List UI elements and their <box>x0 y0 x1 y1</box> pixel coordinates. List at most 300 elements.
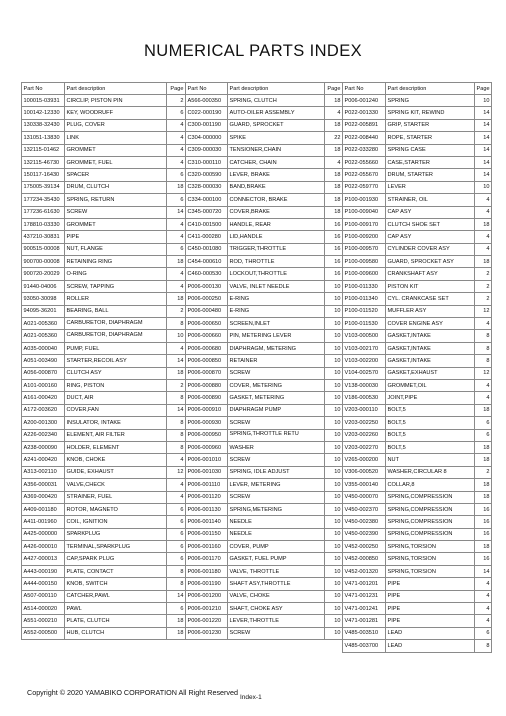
part-number-cell: P006-000910 <box>186 404 228 416</box>
table-row <box>22 565 186 577</box>
part-description-cell: CRANKSHAFT ASY <box>386 268 475 280</box>
part-number-cell: 150117-16430 <box>22 169 65 181</box>
part-description-cell: LEVER, METERING <box>228 479 325 491</box>
part-number-cell: 100142-12330 <box>22 107 65 119</box>
part-number-cell: V471-001241 <box>343 603 386 615</box>
part-description-cell: GROMMET,OIL <box>386 379 475 391</box>
part-description-cell: VALVE, THROTTLE <box>228 565 325 577</box>
part-number-cell: C411-000280 <box>186 231 228 243</box>
part-description-cell: LID,HANDLE <box>228 231 325 243</box>
part-number-cell: 91440-04006 <box>22 280 65 292</box>
table-row <box>186 256 343 268</box>
part-description-cell: GASKET,INTAKE <box>386 342 475 354</box>
part-number-cell: A551-000210 <box>22 615 65 627</box>
page-number-cell: 14 <box>475 107 492 119</box>
part-number-cell: C345-000720 <box>186 206 228 218</box>
parts-index-table <box>21 82 491 668</box>
table-row <box>186 565 343 577</box>
table-row <box>186 119 343 131</box>
index-column-3 <box>342 82 491 668</box>
page-number-cell: 10 <box>325 280 343 292</box>
page-number-cell: 10 <box>325 503 343 515</box>
page-number-cell: 8 <box>167 578 186 590</box>
page-number-cell: 10 <box>325 578 343 590</box>
page-number-cell: 10 <box>325 355 343 367</box>
table-row <box>343 466 492 478</box>
table-row <box>22 479 186 491</box>
part-number-cell: C410-001500 <box>186 218 228 230</box>
table-row <box>186 491 343 503</box>
table-row <box>22 590 186 602</box>
part-number-cell: V306-000520 <box>343 466 386 478</box>
page-number-cell: 6 <box>167 169 186 181</box>
part-description-cell: PAWL <box>65 603 167 615</box>
table-row <box>22 107 186 119</box>
part-number-cell: P006-000650 <box>186 318 228 330</box>
table-row <box>22 119 186 131</box>
page-number-cell: 6 <box>167 243 186 255</box>
page-number-cell: 14 <box>167 206 186 218</box>
table-row <box>186 318 343 330</box>
page-number-cell: 10 <box>475 181 492 193</box>
page-number-cell: 4 <box>167 119 186 131</box>
part-description-cell: BOLT,5 <box>386 417 475 429</box>
part-number-cell: P006-000130 <box>186 280 228 292</box>
table-header-row <box>186 83 343 95</box>
table-row <box>186 169 343 181</box>
page-number-cell: 10 <box>325 466 343 478</box>
part-number-cell: A426-000010 <box>22 541 65 553</box>
table-row <box>186 144 343 156</box>
table-row <box>343 256 492 268</box>
page-number-cell: 14 <box>475 156 492 168</box>
page-number-cell: 4 <box>475 392 492 404</box>
page-number-cell: 18 <box>475 441 492 453</box>
part-description-cell: KNOB, CHOKE <box>65 454 167 466</box>
part-number-cell: C309-000030 <box>186 144 228 156</box>
part-number-cell: P006-000660 <box>186 330 228 342</box>
part-description-cell: ELEMENT, AIR FILTER <box>65 429 167 441</box>
part-number-cell: V450-000070 <box>343 491 386 503</box>
part-number-cell: C460-000530 <box>186 268 228 280</box>
header-page: Page <box>325 83 343 95</box>
part-number-cell: P006-000680 <box>186 342 228 354</box>
table-row <box>186 243 343 255</box>
table-row <box>186 156 343 168</box>
page-number-cell: 10 <box>325 330 343 342</box>
part-number-cell: P006-001240 <box>343 95 386 107</box>
part-description-cell: SCREW <box>228 367 325 379</box>
parts-table-1 <box>21 82 186 640</box>
table-row <box>22 293 186 305</box>
part-description-cell: PIPE <box>386 578 475 590</box>
table-row <box>343 181 492 193</box>
part-number-cell: A409-001180 <box>22 503 65 515</box>
part-description-cell: COVER, PUMP <box>228 541 325 553</box>
page-number-cell: 6 <box>167 516 186 528</box>
page-number-cell: 8 <box>167 392 186 404</box>
page-number-cell: 10 <box>325 528 343 540</box>
page-number-cell: 2 <box>475 466 492 478</box>
part-description-cell: SCREW <box>228 491 325 503</box>
part-number-cell: A566-000350 <box>186 95 228 107</box>
part-number-cell: P006-001200 <box>186 590 228 602</box>
part-description-cell: STARTER,RECOIL ASY <box>65 355 167 367</box>
table-row <box>343 553 492 565</box>
page-number-cell: 18 <box>475 541 492 553</box>
part-description-cell: SPACER <box>65 169 167 181</box>
part-number-cell: 178810-03330 <box>22 218 65 230</box>
part-number-cell: P022-001330 <box>343 107 386 119</box>
part-description-cell: VALVE, INLET NEEDLE <box>228 280 325 292</box>
part-number-cell: V471-001281 <box>343 615 386 627</box>
page-number-cell: 6 <box>167 541 186 553</box>
page-number-cell: 6 <box>167 194 186 206</box>
page-number-cell: 16 <box>475 553 492 565</box>
part-number-cell: A411-001960 <box>22 516 65 528</box>
part-number-cell: V471-001231 <box>343 590 386 602</box>
part-number-cell: A051-003490 <box>22 355 65 367</box>
page-number-cell: 14 <box>475 169 492 181</box>
table-row <box>22 330 186 342</box>
table-row <box>186 206 343 218</box>
table-row <box>22 231 186 243</box>
table-row <box>186 553 343 565</box>
part-number-cell: A238-000090 <box>22 441 65 453</box>
part-description-cell: E-RING <box>228 305 325 317</box>
part-description-cell: SPRING, IDLE ADJUST <box>228 466 325 478</box>
part-description-cell: ROD, THROTTLE <box>228 256 325 268</box>
page-number-cell: 18 <box>167 615 186 627</box>
page-number-cell: 18 <box>325 95 343 107</box>
part-description-cell: ROTOR, MAGNETO <box>65 503 167 515</box>
part-number-cell: P100-009570 <box>343 243 386 255</box>
page-number-cell: 18 <box>325 169 343 181</box>
table-row <box>22 491 186 503</box>
page-number-cell: 12 <box>475 305 492 317</box>
part-number-cell: P022-055660 <box>343 156 386 168</box>
page-number-cell: 18 <box>475 404 492 416</box>
part-description-cell: ROLLER <box>65 293 167 305</box>
part-number-cell: V452-000850 <box>343 553 386 565</box>
page-number-cell: 8 <box>167 318 186 330</box>
table-row <box>186 404 343 416</box>
part-number-cell: P022-059770 <box>343 181 386 193</box>
table-row <box>22 367 186 379</box>
page-number-cell: 4 <box>167 144 186 156</box>
table-row <box>343 156 492 168</box>
part-description-cell: GRIP, STARTER <box>386 119 475 131</box>
part-number-cell: V452-000250 <box>343 541 386 553</box>
part-description-cell: CLUTCH ASY <box>65 367 167 379</box>
part-number-cell: A172-003620 <box>22 404 65 416</box>
page-number-cell: 6 <box>167 107 186 119</box>
part-number-cell: A507-000110 <box>22 590 65 602</box>
table-row <box>186 578 343 590</box>
page-number-cell: 10 <box>325 429 343 441</box>
table-row <box>186 466 343 478</box>
page-number-cell: 14 <box>475 144 492 156</box>
part-description-cell: CLUTCH SHOE SET <box>386 218 475 230</box>
part-description-cell: CONNECTOR, BRAKE <box>228 194 325 206</box>
part-number-cell: 177236-61630 <box>22 206 65 218</box>
table-row <box>186 528 343 540</box>
page-number-cell: 14 <box>167 355 186 367</box>
page-number-cell: 10 <box>325 553 343 565</box>
part-number-cell: 94095-36201 <box>22 305 65 317</box>
table-row <box>343 280 492 292</box>
part-number-cell: P100-011340 <box>343 293 386 305</box>
part-description-cell: BOLT,5 <box>386 429 475 441</box>
part-number-cell: C304-000000 <box>186 132 228 144</box>
part-description-cell: SPRING,METERING <box>228 503 325 515</box>
part-description-cell: CAP ASY <box>386 206 475 218</box>
part-description-cell: SPIKE <box>228 132 325 144</box>
table-row <box>22 243 186 255</box>
page-number-cell: 10 <box>325 417 343 429</box>
page-number-cell: 14 <box>475 565 492 577</box>
part-number-cell: A427-000013 <box>22 553 65 565</box>
parts-table-2 <box>185 82 343 640</box>
table-row <box>343 169 492 181</box>
table-row <box>186 503 343 515</box>
table-row <box>186 429 343 441</box>
part-number-cell: 177234-35430 <box>22 194 65 206</box>
page-number-cell: 10 <box>325 516 343 528</box>
table-row <box>186 330 343 342</box>
part-number-cell: A356-000031 <box>22 479 65 491</box>
part-description-cell: LOCKOUT,THROTTLE <box>228 268 325 280</box>
page-number-cell: 4 <box>475 615 492 627</box>
part-number-cell: V355-000140 <box>343 479 386 491</box>
part-number-cell: P006-000930 <box>186 417 228 429</box>
part-description-cell: E-RING <box>228 293 325 305</box>
table-row <box>343 541 492 553</box>
page-number-cell: 8 <box>167 429 186 441</box>
table-row <box>186 379 343 391</box>
part-description-cell: SCREW <box>65 206 167 218</box>
part-description-cell: DUCT, AIR <box>65 392 167 404</box>
part-number-cell: P006-001170 <box>186 553 228 565</box>
part-description-cell: CIRCLIP, PISTON PIN <box>65 95 167 107</box>
part-description-cell: SPARKPLUG <box>65 528 167 540</box>
page-number-cell: 18 <box>325 119 343 131</box>
part-number-cell: P006-000890 <box>186 392 228 404</box>
table-row <box>186 95 343 107</box>
table-row <box>343 119 492 131</box>
page-number-cell: 14 <box>475 132 492 144</box>
table-row <box>343 454 492 466</box>
part-description-cell: WASHER,CIRCULAR 8 <box>386 466 475 478</box>
table-row <box>186 355 343 367</box>
page-number-cell: 2 <box>475 293 492 305</box>
part-description-cell: CAP,SPARK PLUG <box>65 553 167 565</box>
part-description-cell: NEEDLE <box>228 516 325 528</box>
part-description-cell: DRUM, CLUTCH <box>65 181 167 193</box>
page-number-cell: 12 <box>475 367 492 379</box>
page-number-cell: 4 <box>167 280 186 292</box>
part-description-cell: SPRING,THROTTLE RETU <box>228 429 325 441</box>
part-description-cell: HUB, CLUTCH <box>65 627 167 639</box>
part-description-cell: SHAFT, CHOKE ASY <box>228 603 325 615</box>
page-number-cell: 4 <box>167 454 186 466</box>
part-description-cell: SPRING CASE <box>386 144 475 156</box>
page-number-cell: 6 <box>167 528 186 540</box>
table-row <box>343 218 492 230</box>
table-row <box>22 342 186 354</box>
table-row <box>22 627 186 639</box>
header-part-description: Part description <box>386 83 475 95</box>
part-number-cell: P100-009200 <box>343 231 386 243</box>
page-number-cell: 2 <box>167 379 186 391</box>
table-row <box>186 392 343 404</box>
part-number-cell: V265-000200 <box>343 454 386 466</box>
table-header-row <box>343 83 492 95</box>
part-number-cell: P006-000850 <box>186 355 228 367</box>
page-number-cell: 16 <box>325 231 343 243</box>
part-description-cell: PIN, METERING LEVER <box>228 330 325 342</box>
table-row <box>186 441 343 453</box>
page-number-cell: 2 <box>167 305 186 317</box>
part-description-cell: LEVER <box>386 181 475 193</box>
part-description-cell: NEEDLE <box>228 528 325 540</box>
part-description-cell: GROMMET <box>65 144 167 156</box>
page-number-cell: 4 <box>167 491 186 503</box>
table-row <box>186 194 343 206</box>
table-row <box>343 330 492 342</box>
part-number-cell: C334-000100 <box>186 194 228 206</box>
table-row <box>22 541 186 553</box>
part-number-cell: V471-001201 <box>343 578 386 590</box>
part-number-cell: P006-001180 <box>186 565 228 577</box>
part-description-cell: GUARD, SPROCKET ASY <box>386 256 475 268</box>
table-row <box>22 206 186 218</box>
table-row <box>343 144 492 156</box>
part-description-cell: RETAINER <box>228 355 325 367</box>
part-description-cell: SPRING,TORSION <box>386 541 475 553</box>
part-description-cell: STRAINER, OIL <box>386 194 475 206</box>
part-number-cell: A101-000160 <box>22 379 65 391</box>
page-number-cell: 2 <box>475 268 492 280</box>
table-row <box>22 466 186 478</box>
part-description-cell: STRAINER, FUEL <box>65 491 167 503</box>
parts-table-3 <box>342 82 492 653</box>
table-row <box>186 590 343 602</box>
part-description-cell: SPRING,COMPRESSION <box>386 491 475 503</box>
part-number-cell: V485-003510 <box>343 627 386 639</box>
page-number-cell: 18 <box>167 256 186 268</box>
part-number-cell: V103-002200 <box>343 355 386 367</box>
header-part-description: Part description <box>65 83 167 95</box>
part-description-cell: DIAPHRAGM PUMP <box>228 404 325 416</box>
page-number-cell: 10 <box>325 479 343 491</box>
part-number-cell: V450-002370 <box>343 503 386 515</box>
part-description-cell: COIL, IGNITION <box>65 516 167 528</box>
page-number-cell: 8 <box>167 441 186 453</box>
part-description-cell: GROMMET, FUEL <box>65 156 167 168</box>
part-description-cell: SCREW <box>228 417 325 429</box>
part-number-cell: P006-001130 <box>186 503 228 515</box>
part-description-cell: DIAPHRAGM, METERING <box>228 342 325 354</box>
page-number-cell: 4 <box>475 379 492 391</box>
part-description-cell: SPRING <box>386 95 475 107</box>
page-number-cell: 8 <box>475 355 492 367</box>
page-number-cell: 8 <box>167 417 186 429</box>
part-number-cell: A241-000420 <box>22 454 65 466</box>
table-row <box>186 268 343 280</box>
table-row <box>186 516 343 528</box>
table-row <box>343 367 492 379</box>
part-number-cell: P006-001190 <box>186 578 228 590</box>
table-row <box>186 603 343 615</box>
part-description-cell: LEAD <box>386 627 475 639</box>
part-number-cell: P006-000950 <box>186 429 228 441</box>
page-number-cell: 16 <box>325 268 343 280</box>
table-row <box>186 305 343 317</box>
part-number-cell: P022-033280 <box>343 144 386 156</box>
part-number-cell: 900720-20029 <box>22 268 65 280</box>
table-row <box>186 615 343 627</box>
part-number-cell: 900700-00008 <box>22 256 65 268</box>
page-number-cell: 4 <box>167 342 186 354</box>
part-number-cell: A021-005360 <box>22 330 65 342</box>
table-row <box>22 268 186 280</box>
part-description-cell: GASKET, FUEL PUMP <box>228 553 325 565</box>
part-description-cell: PLUG, COVER <box>65 119 167 131</box>
page-number-cell: 4 <box>167 479 186 491</box>
table-row <box>22 516 186 528</box>
page-number-cell: 4 <box>475 603 492 615</box>
table-row <box>186 541 343 553</box>
part-number-cell: C454-000610 <box>186 256 228 268</box>
page-number-cell: 4 <box>325 107 343 119</box>
page-number-cell: 10 <box>325 454 343 466</box>
table-row <box>22 305 186 317</box>
table-row <box>343 268 492 280</box>
part-number-cell: V138-000030 <box>343 379 386 391</box>
header-part-no: Part No <box>343 83 386 95</box>
part-description-cell: RETAINING RING <box>65 256 167 268</box>
part-description-cell: CAP ASY <box>386 231 475 243</box>
part-number-cell: 93050-30098 <box>22 293 65 305</box>
table-row <box>343 627 492 639</box>
table-row <box>22 578 186 590</box>
part-number-cell: P100-011530 <box>343 318 386 330</box>
part-description-cell: DRUM, STARTER <box>386 169 475 181</box>
part-number-cell: A035-000040 <box>22 342 65 354</box>
table-row <box>22 441 186 453</box>
part-number-cell: P022-005891 <box>343 119 386 131</box>
page-number-cell: 10 <box>325 441 343 453</box>
part-number-cell: P006-001010 <box>186 454 228 466</box>
page-number-cell: 16 <box>475 528 492 540</box>
page-number-cell: 18 <box>475 454 492 466</box>
table-row <box>343 429 492 441</box>
page-number-cell: 18 <box>167 627 186 639</box>
part-description-cell: CATCHER,PAWL <box>65 590 167 602</box>
page-number-cell: 14 <box>475 119 492 131</box>
part-number-cell: V186-000530 <box>343 392 386 404</box>
table-row <box>22 280 186 292</box>
part-number-cell: A226-002340 <box>22 429 65 441</box>
page-number-cell: 4 <box>325 156 343 168</box>
part-number-cell: 437210-30831 <box>22 231 65 243</box>
table-row <box>343 243 492 255</box>
page-number-cell: 10 <box>325 565 343 577</box>
page-number-cell: 22 <box>325 132 343 144</box>
table-row <box>186 417 343 429</box>
part-description-cell: LINK <box>65 132 167 144</box>
